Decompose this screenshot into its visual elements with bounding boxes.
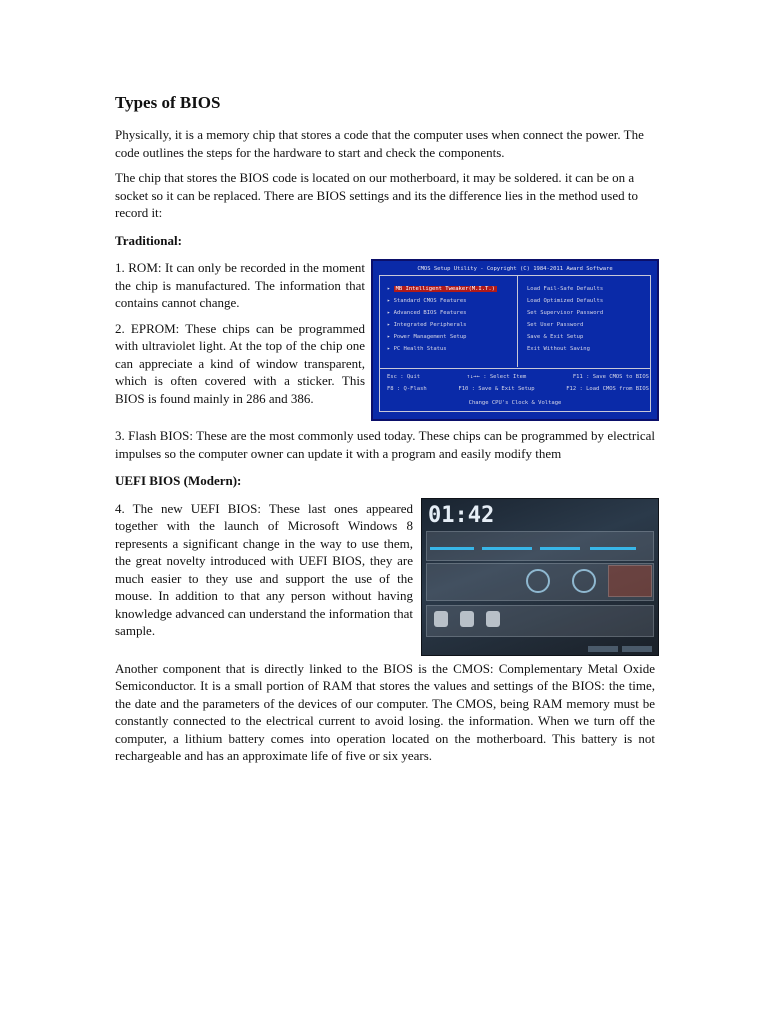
uefi-paragraph: 4. The new UEFI BIOS: These last ones appeared together with the launch of Microsoft Windows 8 represents a significant change in the way to use them, the great novelty introduced with UEFI BIOS, they are much easier to they use and support the use of the mouse. In addition to that any person without having knowledge advanced can understand the information that sample. bbox=[115, 500, 413, 638]
eprom-paragraph: 2. EPROM: These chips can be programmed with ultraviolet light. At the top of the chip one can appreciate a kind of window transparent, which is often covered with a sticker. This BIOS is found mainly in 286 and 386. bbox=[115, 320, 365, 406]
rom-paragraph: 1. ROM: It can only be recorded in the moment the chip is manufactured. The information that contains cannot change. bbox=[115, 260, 365, 310]
traditional-section bbox=[115, 259, 655, 407]
bios-menu-item: ▸ PC Health Status bbox=[387, 346, 447, 352]
bios-menu-item: ▸ Advanced BIOS Features bbox=[387, 310, 467, 316]
drive-icon bbox=[486, 611, 500, 627]
bios-menu-item: ▸ MB Intelligent Tweaker(M.I.T.) bbox=[387, 286, 495, 292]
bios-left-menu bbox=[387, 283, 497, 355]
bios-title: CMOS Setup Utility - Copyright (C) 1984-2011 Award Software bbox=[417, 266, 613, 272]
flash-bios-paragraph: 3. Flash BIOS: These are the most commonly used today. These chips can be programmed by electrical impulses so the computer owner can update it with a program and easily modify them bbox=[115, 428, 655, 461]
uefi-clock: 01:42 bbox=[428, 502, 495, 528]
drive-icon bbox=[460, 611, 474, 627]
gauge-icon bbox=[526, 569, 550, 593]
bios-right-menu bbox=[527, 283, 603, 355]
bios-menu-item: ▸ Power Management Setup bbox=[387, 334, 467, 340]
intro-paragraph-2: The chip that stores the BIOS code is located on our motherboard, it may be soldered. it can be on a socket so it can be replaced. There are BIOS settings and its the difference lies in the method used to record it: bbox=[115, 170, 638, 220]
uefi-bios-screenshot bbox=[421, 498, 659, 656]
bios-menu-item: Set Supervisor Password bbox=[527, 310, 604, 316]
uefi-section bbox=[115, 500, 655, 640]
bios-setup-screenshot bbox=[371, 259, 659, 421]
traditional-heading: Traditional: bbox=[115, 232, 182, 248]
bios-menu-item: Save & Exit Setup bbox=[527, 334, 584, 340]
bios-menu-item: Load Fail-Safe Defaults bbox=[527, 286, 604, 292]
bios-menu-item: ▸ Integrated Peripherals bbox=[387, 322, 467, 328]
intro-paragraph-1: Physically, it is a memory chip that stores a code that the computer uses when connect the power. The code outlines the steps for the hardware to start and check the components. bbox=[115, 127, 644, 160]
document-page bbox=[115, 92, 655, 773]
gauge-icon bbox=[572, 569, 596, 593]
bios-menu-item: Load Optimized Defaults bbox=[527, 298, 604, 304]
bios-menu-item: Set User Password bbox=[527, 322, 584, 328]
page-title: Types of BIOS bbox=[115, 93, 221, 112]
drive-icon bbox=[434, 611, 448, 627]
bios-key-legend: Esc : Quit ↑↓→← : Select Item F11 : Save CMOS to BIOS F8 : Q-Flash F10 : Save & Exit Setup F12 : Load CMOS from BIOS bbox=[387, 374, 649, 392]
bios-footer: Change CPU's Clock & Voltage bbox=[468, 400, 562, 406]
cmos-paragraph: Another component that is directly linked to the BIOS is the CMOS: Complementary Metal Oxide Semiconductor. It is a small portion of RAM that stores the values and settings of the BIOS: the time, the date and the parameters of the devices of our computer. The CMOS, being RAM memory must be constantly connected to the electrical current to avoid losing. the information. When we turn off the computer, a lithium battery comes into operation located on the motherboard. This battery is not rechargeable and has an approximate life of five or six years. bbox=[115, 660, 655, 763]
uefi-heading: UEFI BIOS (Modern): bbox=[115, 473, 242, 488]
bios-menu-item: Exit Without Saving bbox=[527, 346, 590, 352]
bios-menu-item: ▸ Standard CMOS Features bbox=[387, 298, 467, 304]
